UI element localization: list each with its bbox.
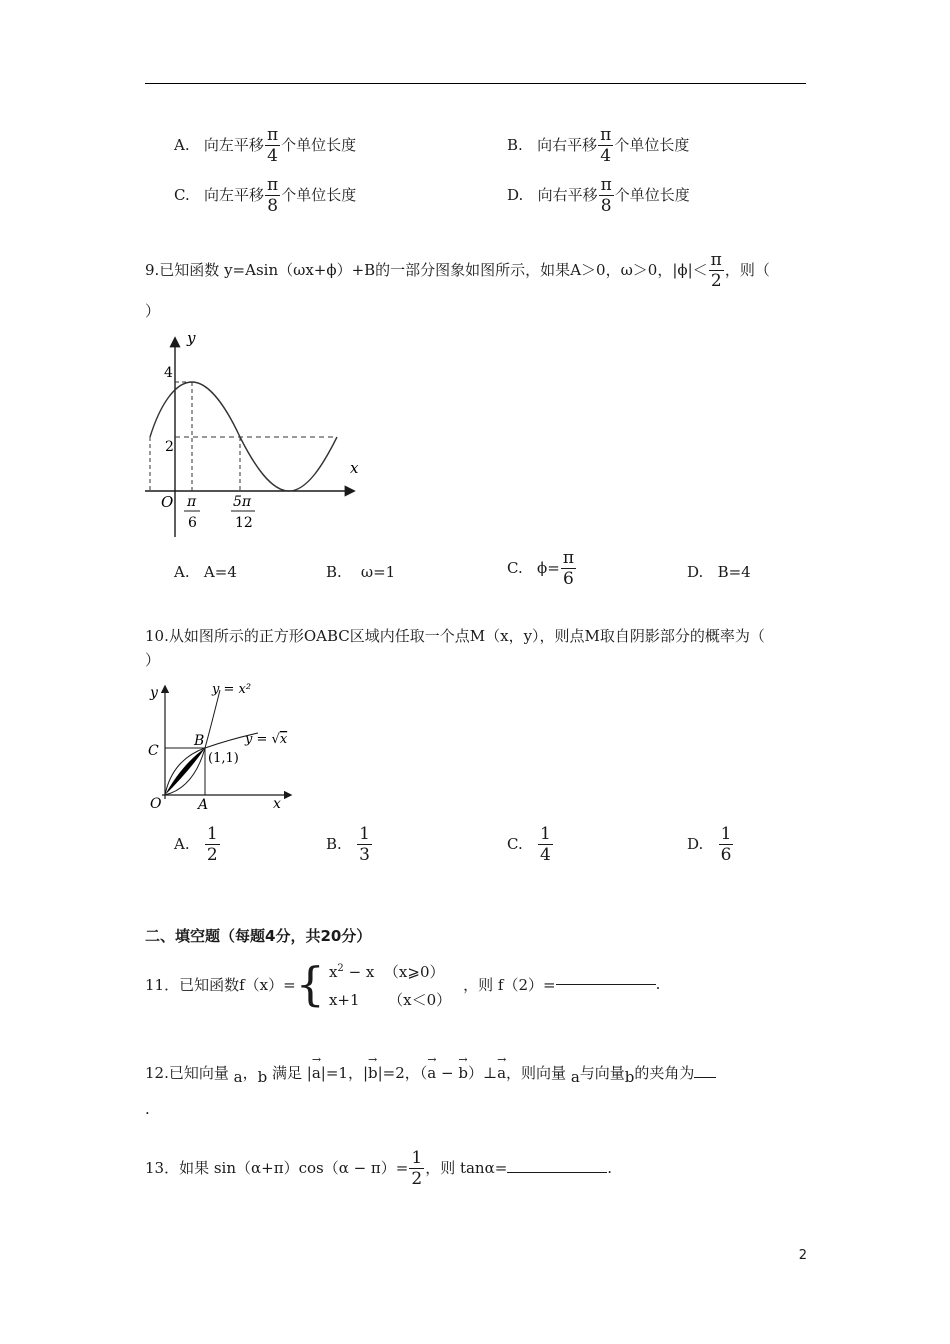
fraction: $\frac{\pi}{2}$: [710, 250, 722, 291]
option-text: 向左平移: [203, 136, 264, 154]
y-tick-4: 4: [164, 365, 173, 381]
x-tick-5pi-num: 5π: [233, 494, 252, 510]
q8-option-a[interactable]: [174, 127, 356, 165]
q13: 13．如果 sin（α+π）cos（α − π）= $\frac{1}{2}$ ，则 tanα= .: [145, 1148, 613, 1189]
curve-1-label: y = x²: [212, 682, 252, 697]
option-label: A.: [174, 136, 190, 154]
point-c-label: C: [148, 743, 159, 759]
answer-blank[interactable]: [556, 983, 656, 985]
answer-blank[interactable]: [694, 1076, 716, 1078]
point-a-label: A: [198, 797, 209, 813]
section-heading: 二、填空题（每题4分，共20分）: [145, 927, 372, 945]
q10-stem: 10.从如图所示的正方形OABC区域内任取一个点M（x，y），则点M取自阴影部分的概率为（: [145, 627, 765, 645]
piecewise-cases: $x^2 - x$ （x⩾0） x+1 （x＜0）: [328, 962, 452, 1009]
option-label: D.: [507, 186, 524, 204]
y-axis-label: y: [187, 329, 196, 347]
fraction: $\frac{\pi}{8}$: [600, 175, 612, 216]
q9-option-c[interactable]: C. ϕ= $\frac{\pi}{6}$: [507, 548, 575, 589]
option-text: 向右平移: [537, 186, 598, 204]
q8-option-b[interactable]: [507, 127, 689, 165]
fraction: $\frac{1}{6}$: [720, 824, 732, 865]
q10-option-b[interactable]: B. $\frac{1}{3}$: [326, 824, 370, 865]
curve-2-label: y = √x: [245, 732, 288, 747]
x-tick-5pi-den: 12: [235, 515, 253, 531]
q9-stem-close: ）: [145, 302, 161, 320]
q10-option-c[interactable]: C. $\frac{1}{4}$: [507, 824, 551, 865]
q9-option-b[interactable]: B. ω=1: [326, 563, 396, 581]
q10-square-graph: [140, 675, 305, 815]
option-text: 个单位长度: [614, 136, 690, 154]
q8-option-c[interactable]: [174, 177, 356, 215]
shaded-region: [165, 748, 205, 795]
q9-sine-graph: [135, 325, 375, 545]
x-tick-pi-num: π: [187, 494, 197, 510]
header-rule: [145, 83, 806, 84]
option-text: 个单位长度: [281, 186, 357, 204]
origin-label: O: [161, 493, 174, 511]
point-coords-label: (1,1): [208, 751, 239, 766]
y-tick-2: 2: [165, 439, 174, 455]
option-text: 向左平移: [204, 186, 265, 204]
answer-blank[interactable]: [507, 1171, 607, 1173]
option-label: B.: [507, 136, 523, 154]
q11: 11．已知函数f（x）= { $x^2 - x$ （x⩾0） x+1 （x＜0） ，则 f（2）= .: [145, 952, 660, 1016]
fraction: $\frac{1}{3}$: [359, 824, 370, 865]
page-number: 2: [798, 1248, 807, 1263]
fraction: $\frac{1}{2}$: [206, 824, 218, 865]
vector-b: → b: [368, 1064, 378, 1082]
origin-label: O: [150, 796, 162, 812]
x-axis-label: x: [273, 796, 281, 812]
vector-a: → a: [497, 1064, 506, 1082]
fraction: $\frac{\pi}{8}$: [267, 175, 279, 216]
q8-option-d[interactable]: [507, 177, 690, 215]
piecewise-brace: {: [295, 957, 325, 1011]
x-axis-label: x: [350, 459, 359, 477]
vector-a: → a: [312, 1064, 321, 1082]
q12-period: .: [145, 1100, 150, 1118]
option-text: 个单位长度: [614, 186, 690, 204]
vector-b: → b: [458, 1064, 468, 1082]
q10-option-a[interactable]: A. $\frac{1}{2}$: [174, 824, 218, 865]
q9-option-d[interactable]: D. B=4: [687, 563, 751, 581]
q10-stem-close: ）: [145, 651, 161, 669]
option-text: 个单位长度: [281, 136, 357, 154]
y-axis-label: y: [150, 685, 158, 701]
point-b-label: B: [194, 733, 205, 749]
x-tick-pi-den: 6: [188, 515, 197, 531]
fraction: $\frac{1}{2}$: [411, 1148, 423, 1189]
option-label: C.: [174, 186, 190, 204]
fraction: $\frac{\pi}{4}$: [266, 125, 279, 166]
q9-stem: 9.已知函数 y=Asin（ωx+ϕ）+B的一部分图象如图所示，如果A＞0，ω＞0，|ϕ|＜ $\frac{\pi}{2}$ ，则（: [145, 250, 770, 291]
q9-option-a[interactable]: A. A=4: [174, 563, 237, 581]
fraction: $\frac{\pi}{6}$: [562, 548, 575, 589]
curve-x-squared: [165, 690, 220, 795]
fraction: $\frac{1}{4}$: [540, 824, 551, 865]
vector-a: → a: [427, 1064, 436, 1082]
q12: 12.已知向量 $_a$，$_b$ 满足 |→ a|=1，|→ b|=2，（→ a − → b）⊥→ a，则向量 $_a$与向量$_b$的夹角为: [145, 1062, 716, 1086]
q10-option-d[interactable]: D. $\frac{1}{6}$: [687, 824, 732, 865]
fraction: $\frac{\pi}{4}$: [600, 125, 612, 166]
option-text: 向右平移: [537, 136, 598, 154]
